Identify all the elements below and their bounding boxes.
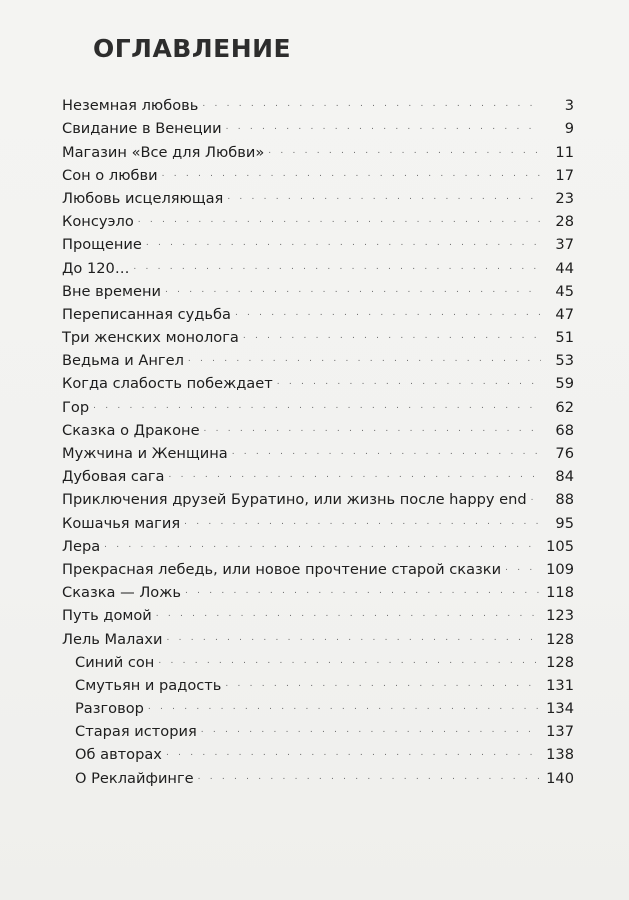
toc-entry <box>62 231 574 254</box>
dot-leader <box>169 466 541 486</box>
dot-leader <box>104 536 541 556</box>
dot-leader <box>198 768 541 788</box>
toc-entry-title: Приключения друзей Буратино, или жизнь после happy end <box>62 491 527 509</box>
toc-entry-title: Гор <box>62 398 90 416</box>
toc-entry-page-number: 9 <box>564 120 574 138</box>
toc-entry-title: Прекрасная лебедь, или новое прочтение старой сказки <box>62 560 502 578</box>
toc-entry-page-number: 140 <box>546 769 574 787</box>
toc-entry-page-number: 109 <box>546 560 574 578</box>
toc-entry-title: До 120… <box>62 259 130 277</box>
dot-leader <box>184 513 541 533</box>
toc-entry-title: Лель Малахи <box>62 630 163 648</box>
toc-entry-page-number: 137 <box>546 723 574 741</box>
dot-leader <box>156 605 541 625</box>
toc-entry-page-number: 128 <box>546 630 574 648</box>
dot-leader <box>188 350 541 370</box>
toc-entry-title: Лера <box>62 537 101 555</box>
toc-entry-title: Дубовая сага <box>62 468 165 486</box>
toc-entry-title: Любовь исцеляющая <box>62 189 224 207</box>
toc-entry-page-number: 44 <box>555 259 574 277</box>
dot-leader <box>232 443 541 463</box>
toc-entry-page-number: 84 <box>555 468 574 486</box>
toc-entry <box>62 162 574 185</box>
dot-leader <box>162 165 541 185</box>
toc-entry <box>62 254 574 277</box>
toc-entry-page-number: 59 <box>555 375 574 393</box>
dot-leader <box>148 698 541 718</box>
page-title: ОГЛАВЛЕНИЕ <box>93 34 292 63</box>
toc-entry <box>62 92 574 115</box>
toc-entry <box>62 278 574 301</box>
toc-entry-page-number: 134 <box>546 700 574 718</box>
toc-entry-page-number: 68 <box>555 421 574 439</box>
toc-entry <box>62 301 574 324</box>
toc-entry <box>62 649 574 672</box>
dot-leader <box>201 721 541 741</box>
toc-entry-page-number: 28 <box>555 213 574 231</box>
toc-entry <box>62 208 574 231</box>
toc-entry-title: Вне времени <box>62 282 162 300</box>
dot-leader <box>225 675 541 695</box>
toc-entry <box>62 533 574 556</box>
toc-entry-title: Разговор <box>75 700 144 718</box>
toc-entry <box>62 718 574 741</box>
toc-entry-page-number: 138 <box>546 746 574 764</box>
toc-entry <box>62 324 574 347</box>
dot-leader <box>277 373 541 393</box>
toc-entry-title: Неземная любовь <box>62 97 199 115</box>
toc-entry-page-number: 118 <box>546 584 574 602</box>
toc-entry <box>62 347 574 370</box>
toc-entry-page-number: 11 <box>555 143 574 161</box>
dot-leader <box>146 234 541 254</box>
toc-entry-page-number: 23 <box>555 189 574 207</box>
toc-entry-page-number: 88 <box>555 491 574 509</box>
dot-leader <box>243 327 541 347</box>
toc-entry <box>62 579 574 602</box>
dot-leader <box>165 281 541 301</box>
toc-entry-title: Прощение <box>62 236 142 254</box>
dot-leader <box>138 211 541 231</box>
toc-entry-title: Свидание в Венеции <box>62 120 222 138</box>
dot-leader <box>93 397 541 417</box>
toc-entry <box>62 463 574 486</box>
toc-entry-page-number: 62 <box>555 398 574 416</box>
toc-entry-page-number: 3 <box>564 97 574 115</box>
dot-leader <box>204 420 541 440</box>
toc-entry-title: Кошачья магия <box>62 514 181 532</box>
dot-leader <box>185 582 541 602</box>
toc-entry <box>62 741 574 764</box>
toc-entry <box>62 440 574 463</box>
toc-entry <box>62 695 574 718</box>
toc-entry <box>62 370 574 393</box>
dot-leader <box>133 258 541 278</box>
dot-leader <box>158 652 541 672</box>
toc-entry-page-number: 95 <box>555 514 574 532</box>
toc-entry-page-number: 131 <box>546 676 574 694</box>
toc-entry-title: Сказка — Ложь <box>62 584 181 602</box>
toc-entry-title: Ведьма и Ангел <box>62 352 184 370</box>
toc-entry-page-number: 128 <box>546 653 574 671</box>
toc-entry-title: Сон о любви <box>62 166 158 184</box>
dot-leader <box>235 304 541 324</box>
toc-entry <box>62 556 574 579</box>
toc-entry-title: Синий сон <box>75 653 155 671</box>
toc-entry-page-number: 47 <box>555 305 574 323</box>
toc-entry-page-number: 45 <box>555 282 574 300</box>
dot-leader <box>505 559 541 579</box>
toc-entry-title: Когда слабость побеждает <box>62 375 273 393</box>
dot-leader <box>268 142 541 162</box>
toc-entry-title: Магазин «Все для Любви» <box>62 143 265 161</box>
dot-leader <box>226 118 541 138</box>
toc-entry <box>62 486 574 509</box>
toc-entry <box>62 115 574 138</box>
toc-entry-page-number: 105 <box>546 537 574 555</box>
toc-entry-title: О Реклайфинге <box>75 769 194 787</box>
toc-entry <box>62 417 574 440</box>
toc-entry-title: Три женских монолога <box>62 329 239 347</box>
table-of-contents <box>62 92 574 788</box>
toc-entry-page-number: 37 <box>555 236 574 254</box>
toc-entry <box>62 185 574 208</box>
dot-leader <box>202 95 541 115</box>
toc-entry-title: Сказка о Драконе <box>62 421 200 439</box>
toc-entry-title: Старая история <box>75 723 197 741</box>
dot-leader <box>166 744 541 764</box>
toc-entry-title: Смутьян и радость <box>75 676 222 694</box>
toc-entry-title: Об авторах <box>75 746 162 764</box>
toc-entry-title: Консуэло <box>62 213 134 231</box>
toc-entry-title: Путь домой <box>62 607 152 625</box>
toc-entry-title: Мужчина и Женщина <box>62 445 228 462</box>
toc-entry <box>62 602 574 625</box>
toc-entry-page-number: 51 <box>555 329 574 347</box>
toc-entry <box>62 672 574 695</box>
toc-entry-page-number: 123 <box>546 607 574 625</box>
toc-entry-page-number: 17 <box>555 166 574 184</box>
toc-entry <box>62 509 574 532</box>
toc-entry <box>62 393 574 416</box>
toc-entry-page-number: 76 <box>555 445 574 462</box>
toc-entry-title: Переписанная судьба <box>62 305 231 323</box>
dot-leader <box>531 489 541 509</box>
toc-entry <box>62 138 574 161</box>
toc-entry <box>62 625 574 648</box>
toc-entry-page-number: 53 <box>555 352 574 370</box>
dot-leader <box>227 188 541 208</box>
dot-leader <box>166 629 541 649</box>
toc-entry <box>62 764 574 787</box>
